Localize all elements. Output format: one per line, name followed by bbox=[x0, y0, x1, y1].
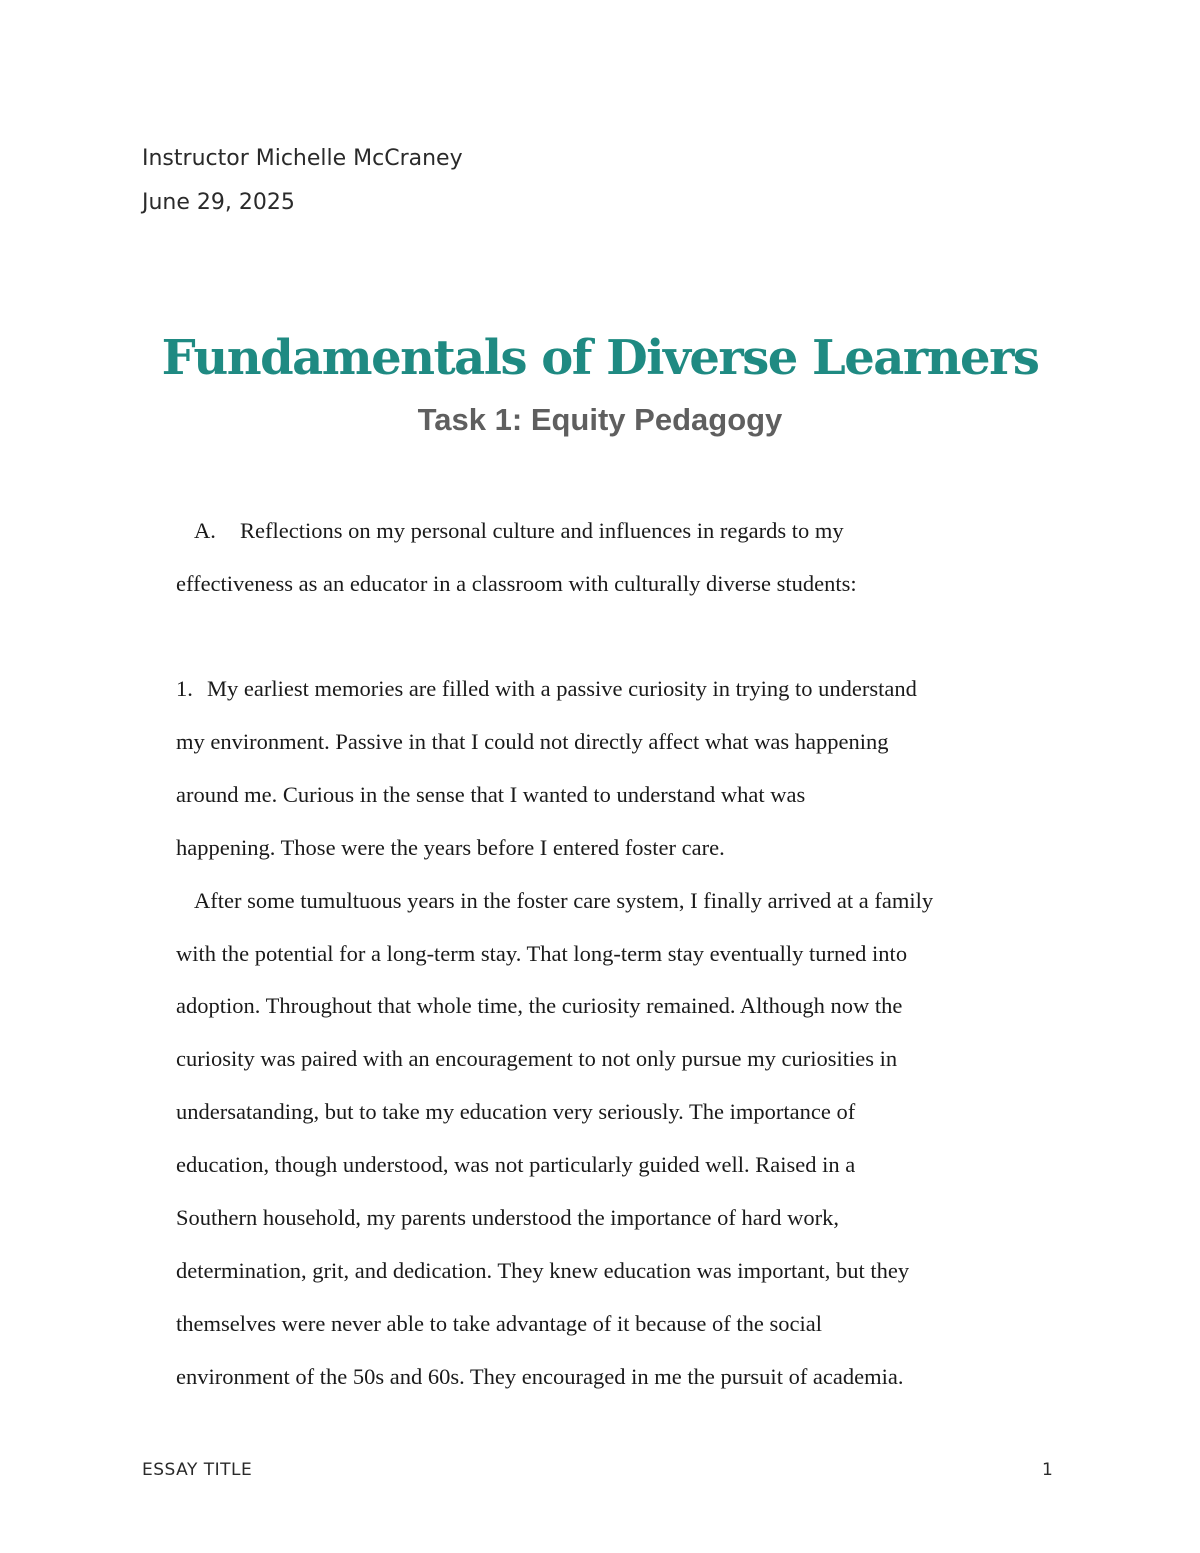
footer-page-number: 1 bbox=[1042, 1460, 1053, 1480]
item-1-line-7: adoption. Throughout that whole time, the curiosity remained. Although now the bbox=[176, 993, 903, 1018]
section-a-text-1: Reflections on my personal culture and influences in regards to my bbox=[240, 518, 844, 543]
item-1-line-14: environment of the 50s and 60s. They encouraged in me the pursuit of academia. bbox=[176, 1364, 904, 1389]
document-title: Fundamentals of Diverse Learners bbox=[161, 330, 1039, 386]
item-1-line-11: Southern household, my parents understood the importance of hard work, bbox=[176, 1205, 839, 1230]
item-1-line-6: with the potential for a long-term stay. That long-term stay eventually turned into bbox=[176, 941, 908, 966]
item-1-line-4: happening. Those were the years before I entered foster care. bbox=[176, 835, 725, 860]
footer-essay-title: ESSAY TITLE bbox=[142, 1460, 253, 1480]
instructor-line: Instructor Michelle McCraney bbox=[142, 146, 463, 171]
section-a-line-1 bbox=[194, 518, 844, 544]
item-1-line-1 bbox=[176, 676, 917, 702]
item-1-line-10: education, though understood, was not particularly guided well. Raised in a bbox=[176, 1152, 856, 1177]
item-1-line-13: themselves were never able to take advantage of it because of the social bbox=[176, 1311, 822, 1336]
section-a-marker: A. bbox=[194, 518, 216, 543]
item-1-line-2: my environment. Passive in that I could not directly affect what was happening bbox=[176, 729, 889, 754]
item-1-line-8: curiosity was paired with an encouragement to not only pursue my curiosities in bbox=[176, 1046, 898, 1071]
item-1-line-3: around me. Curious in the sense that I wanted to understand what was bbox=[176, 782, 806, 807]
item-1-line-12: determination, grit, and dedication. They knew education was important, but they bbox=[176, 1258, 910, 1283]
item-1-line-9: undersatanding, but to take my education very seriously. The importance of bbox=[176, 1099, 856, 1124]
item-1-line-5: After some tumultuous years in the foster care system, I finally arrived at a family bbox=[194, 888, 934, 913]
item-1-marker: 1. bbox=[176, 676, 193, 701]
date-line: June 29, 2025 bbox=[142, 190, 295, 215]
item-1-text-1: My earliest memories are filled with a passive curiosity in trying to understand bbox=[207, 676, 917, 701]
document-subtitle: Task 1: Equity Pedagogy bbox=[417, 402, 783, 437]
section-a-line-2: effectiveness as an educator in a classroom with culturally diverse students: bbox=[176, 571, 857, 596]
